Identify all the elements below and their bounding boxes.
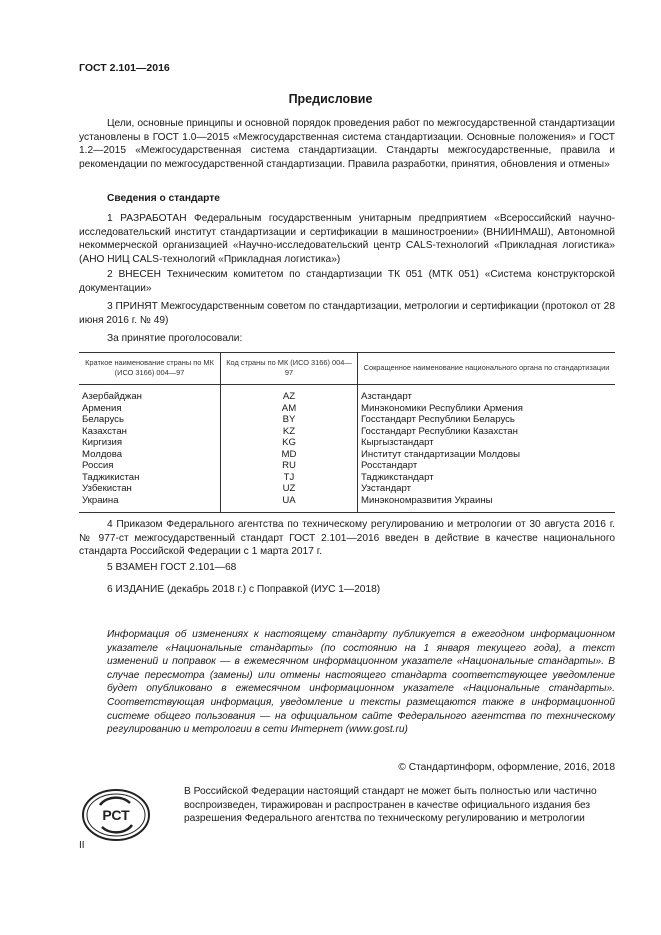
standards-body-cell: Узстандарт bbox=[358, 483, 616, 495]
country-code-cell: BY bbox=[221, 414, 358, 426]
item-adopted: 3 ПРИНЯТ Межгосударственным советом по стандартизации, метрологии и сертификации (протокол от 28 июня 2016 г. № 49) bbox=[79, 301, 615, 326]
item-order: 4 Приказом Федерального агентства по техническому регулированию и метрологии от 30 августа 2016 г. № 977-ст межгосударственный стандарт ГОСТ 2.101—2016 введен в действие в качестве национального стандарта Российской Федерации с 1 марта 2017 г. bbox=[79, 519, 615, 558]
table-body bbox=[79, 385, 615, 513]
page-number: II bbox=[79, 840, 85, 851]
country-code-cell: TJ bbox=[221, 472, 358, 484]
reproduction-notice: В Российской Федерации настоящий стандарт не может быть полностью или частично воспроизведен, тиражирован и распространен в качестве официального издания без разрешения Федерального агентства по техническому регулированию и метрологии bbox=[184, 786, 597, 825]
country-code-cell: RU bbox=[221, 460, 358, 472]
country-code-cell: KZ bbox=[221, 426, 358, 438]
country-cell: Азербайджан bbox=[82, 391, 142, 402]
table-row bbox=[79, 403, 615, 415]
country-code-cell: KG bbox=[221, 437, 358, 449]
vote-intro: За принятие проголосовали: bbox=[107, 333, 243, 344]
standards-body-cell: Минэкономразвития Украины bbox=[358, 495, 616, 513]
logo-lettering: РСТ bbox=[102, 807, 130, 823]
table-row bbox=[79, 495, 615, 513]
column-header-body: Сокращенное наименование национального органа по стандартизации bbox=[358, 353, 616, 385]
table-row bbox=[79, 460, 615, 472]
country-code-cell: UZ bbox=[221, 483, 358, 495]
standards-body-cell: Росстандарт bbox=[358, 460, 616, 472]
country-cell: Казахстан bbox=[82, 425, 127, 437]
table-row bbox=[79, 414, 615, 426]
changes-info-paragraph: Информация об изменениях к настоящему стандарту публикуется в ежегодном информационном указателе «Национальные стандарты» (по состоянию на 1 января текущего года), а текст изменений и поправок — в ежемесячном информационном указателе «Национальные стандарты». В случае пересмотра (замены) или отмены настоящего стандарта соответствующее уведомление будет опубликовано в ежемесячном информационном указателе «Национальные стандарты». Соответствующая информация, уведомление и тексты размещаются также в информационной системе общего пользования — на официальном сайте Федерального агентства по техническому регулированию и метрологии в сети Интернет (www.gost.ru) bbox=[107, 629, 615, 736]
country-cell: Узбекистан bbox=[82, 483, 132, 494]
standards-body-cell: Минэкономики Республики Армения bbox=[358, 403, 616, 415]
standards-body-cell: Институт стандартизации Молдовы bbox=[358, 449, 616, 461]
table-row bbox=[79, 437, 615, 449]
copyright-line: © Стандартинформ, оформление, 2016, 2018 bbox=[398, 762, 615, 773]
country-cell: Беларусь bbox=[82, 414, 124, 425]
column-header-country: Краткое наименование страны по МК (ИСО 3166) 004—97 bbox=[79, 353, 221, 385]
country-code-cell: MD bbox=[221, 449, 358, 461]
table-row bbox=[79, 426, 615, 438]
country-cell: Таджикистан bbox=[82, 471, 140, 483]
section-subtitle: Сведения о стандарте bbox=[107, 193, 220, 204]
standards-body-cell: Госстандарт Республики Казахстан bbox=[358, 426, 616, 438]
item-developed: 1 РАЗРАБОТАН Федеральным государственным унитарным предприятием «Всероссийский научно-исследовательский институт стандартизации и сертификации в машиностроении» (ВНИИНМАШ), Автономной некоммерческой организацией «Научно-исследовательский центр CALS-технологий «Прикладная логистика» (АНО НИЦ CALS-технологий «Прикладная логистика») bbox=[79, 213, 615, 265]
standards-body-cell: Таджикстандарт bbox=[358, 472, 616, 484]
table-row bbox=[79, 472, 615, 484]
table-row bbox=[79, 449, 615, 461]
country-cell: Армения bbox=[82, 402, 122, 414]
item-replaces: 5 ВЗАМЕН ГОСТ 2.101—68 bbox=[107, 562, 237, 573]
document-code-header: ГОСТ 2.101—2016 bbox=[79, 62, 170, 74]
country-cell: Россия bbox=[82, 460, 114, 471]
standards-body-cell: Госстандарт Республики Беларусь bbox=[358, 414, 616, 426]
country-cell: Украина bbox=[82, 494, 119, 506]
page-title: Предисловие bbox=[288, 92, 373, 106]
country-code-cell: UA bbox=[221, 495, 358, 513]
country-code-cell: AM bbox=[221, 403, 358, 415]
rst-certification-mark-icon bbox=[80, 787, 152, 843]
table-header-row bbox=[79, 353, 615, 385]
item-edition: 6 ИЗДАНИЕ (декабрь 2018 г.) с Поправкой (ИУС 1—2018) bbox=[107, 584, 381, 595]
table-row bbox=[79, 483, 615, 495]
country-cell: Киргизия bbox=[82, 437, 123, 448]
item-introduced: 2 ВНЕСЕН Техническим комитетом по стандартизации ТК 051 (МТК 051) «Система конструкторской документации» bbox=[79, 269, 615, 294]
intro-paragraph: Цели, основные принципы и основной порядок проведения работ по межгосударственной стандартизации установлены в ГОСТ 1.0—2015 «Межгосударственная система стандартизации. Основные положения» и ГОСТ 1.2—2015 «Межгосударственная система стандартизации. Стандарты межгосударственные, правила и рекомендации по межгосударственной стандартизации. Правила разработки, принятия, обновления и отмены» bbox=[79, 118, 615, 170]
voting-countries-table bbox=[79, 352, 615, 513]
country-code-cell: AZ bbox=[221, 385, 358, 403]
country-cell: Молдова bbox=[82, 448, 123, 460]
column-header-code: Код страны по МК (ИСО 3166) 004—97 bbox=[221, 353, 358, 385]
table-row bbox=[79, 385, 615, 403]
standards-body-cell: Кыргызстандарт bbox=[358, 437, 616, 449]
standards-body-cell: Азстандарт bbox=[358, 385, 616, 403]
